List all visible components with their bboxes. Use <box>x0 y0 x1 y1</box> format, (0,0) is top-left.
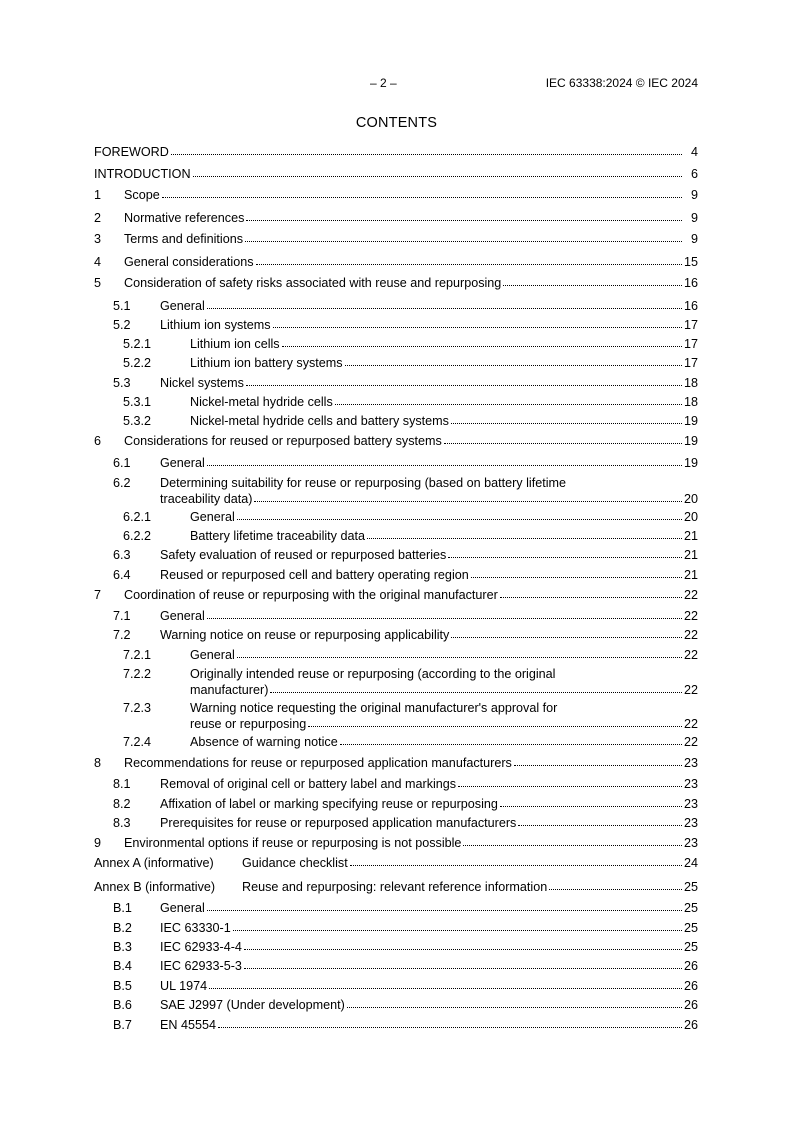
toc-entry-page: 22 <box>683 683 698 697</box>
toc-entry[interactable] <box>94 998 698 1016</box>
page-number: – 2 – <box>370 76 397 90</box>
toc-entry[interactable] <box>94 979 698 997</box>
toc-entry-label <box>190 529 698 543</box>
toc-entry-page: 21 <box>683 548 698 562</box>
toc-entry-title: Absence of warning notice <box>190 735 338 749</box>
toc-entry-label <box>242 880 698 894</box>
toc-entry-label <box>124 836 698 850</box>
dot-leader <box>282 346 682 347</box>
toc-entry-number: 8.3 <box>113 816 131 830</box>
toc-entry-number: 2 <box>94 211 102 225</box>
toc-entry-label <box>124 434 698 448</box>
toc-entry[interactable] <box>94 797 698 815</box>
toc-entry[interactable] <box>94 568 698 586</box>
toc-entry-label <box>190 356 698 370</box>
toc-entry-page: 21 <box>683 568 698 582</box>
toc-entry[interactable] <box>94 376 698 394</box>
toc-entry-page: 25 <box>683 880 698 894</box>
toc-entry-page: 17 <box>683 337 698 351</box>
toc-entry[interactable] <box>94 188 698 206</box>
toc-entry[interactable] <box>94 940 698 958</box>
dot-leader <box>518 825 682 826</box>
toc-entry-title: Battery lifetime traceability data <box>190 529 365 543</box>
toc-entry[interactable] <box>94 1018 698 1036</box>
toc-entry-number: 7.2.2 <box>123 667 152 681</box>
toc-entry-label <box>124 756 698 770</box>
toc-entry-title: Safety evaluation of reused or repurposed batteries <box>160 548 447 562</box>
toc-entry-label <box>190 395 698 409</box>
toc-entry-page: 22 <box>683 717 698 731</box>
toc-entry-label <box>124 188 698 202</box>
toc-entry-page: 22 <box>683 735 698 749</box>
toc-entry[interactable] <box>94 856 698 874</box>
toc-entry-label <box>160 376 698 390</box>
dot-leader <box>209 988 682 989</box>
toc-entry-page: 26 <box>683 1018 698 1032</box>
toc-entry-label <box>160 1018 698 1032</box>
toc-entry-title: Coordination of reuse or repurposing with the original manufacturer <box>124 588 498 602</box>
toc-entry-number: 7.1 <box>113 609 131 623</box>
toc-entry[interactable] <box>94 735 698 753</box>
dot-leader <box>256 264 682 265</box>
toc-entry-title: Removal of original cell or battery label and markings <box>160 777 457 791</box>
dot-leader <box>162 197 682 198</box>
toc-entry[interactable] <box>94 880 698 898</box>
toc-entry-label <box>190 648 698 662</box>
toc-entry[interactable] <box>94 299 698 317</box>
toc-entry-page: 23 <box>683 797 698 811</box>
toc-entry-title: traceability data) <box>160 492 253 506</box>
toc-entry[interactable] <box>94 777 698 795</box>
toc-entry-number: B.6 <box>113 998 132 1012</box>
toc-entry-page: 20 <box>683 510 698 524</box>
toc-entry-title: Prerequisites for reuse or repurposed application manufacturers <box>160 816 517 830</box>
toc-entry-page: 24 <box>683 856 698 870</box>
toc-entry-label <box>124 232 698 246</box>
toc-entry-page: 22 <box>683 588 698 602</box>
toc-entry[interactable] <box>94 337 698 355</box>
toc-entry[interactable] <box>94 167 698 185</box>
dot-leader <box>549 889 682 890</box>
toc-entry-page: 19 <box>683 414 698 428</box>
dot-leader <box>207 308 682 309</box>
toc-entry-page: 19 <box>683 456 698 470</box>
toc-entry-page: 22 <box>683 609 698 623</box>
dot-leader <box>500 597 682 598</box>
toc-entry-number: Annex B (informative) <box>94 880 216 894</box>
toc-entry-label <box>190 337 698 351</box>
toc-entry-page: 26 <box>683 998 698 1012</box>
toc-entry-number: 6.4 <box>113 568 131 582</box>
toc-entry-page: 23 <box>683 836 698 850</box>
toc-entry-number: 1 <box>94 188 102 202</box>
toc-entry-label <box>190 683 698 697</box>
toc-entry[interactable] <box>94 232 698 250</box>
dot-leader <box>514 765 682 766</box>
toc-entry-number: 6.1 <box>113 456 131 470</box>
toc-entry-page: 4 <box>690 145 698 159</box>
toc-entry-number: 5.3 <box>113 376 131 390</box>
toc-entry-number: 7.2 <box>113 628 131 642</box>
toc-entry-label <box>94 145 698 159</box>
dot-leader <box>207 910 682 911</box>
dot-leader <box>193 176 682 177</box>
toc-entry-title: General <box>160 901 205 915</box>
toc-entry-number: B.5 <box>113 979 132 993</box>
toc-entry-page: 22 <box>683 648 698 662</box>
toc-entry-title-line1: Originally intended reuse or repurposing (according to the original <box>190 667 556 681</box>
toc-entry[interactable] <box>94 276 698 294</box>
toc-entry-label <box>94 167 698 181</box>
toc-entry-label <box>160 318 698 332</box>
toc-entry-page: 16 <box>683 276 698 290</box>
toc-entry[interactable] <box>94 510 698 528</box>
dot-leader <box>347 1007 682 1008</box>
toc-entry-title: Reuse and repurposing: relevant reference information <box>242 880 548 894</box>
page-header <box>0 76 793 92</box>
dot-leader <box>444 443 682 444</box>
dot-leader <box>246 220 682 221</box>
toc-entry[interactable] <box>94 395 698 413</box>
toc-entry-page: 26 <box>683 979 698 993</box>
toc-entry[interactable] <box>94 145 698 163</box>
toc-entry-title: Scope <box>124 188 160 202</box>
toc-entry-number: B.4 <box>113 959 132 973</box>
toc-entry-title: Recommendations for reuse or repurposed application manufacturers <box>124 756 512 770</box>
toc-entry-label <box>160 492 698 506</box>
toc-entry-page: 25 <box>683 901 698 915</box>
toc-entry-label <box>160 777 698 791</box>
toc-entry-title: Lithium ion systems <box>160 318 271 332</box>
toc-entry-label <box>242 856 698 870</box>
toc-entry-number: 9 <box>94 836 102 850</box>
toc-entry-number: 7 <box>94 588 102 602</box>
dot-leader <box>471 577 682 578</box>
toc-entry-number: 7.2.3 <box>123 701 152 715</box>
toc-entry-label <box>160 628 698 642</box>
standard-identifier: IEC 63338:2024 © IEC 2024 <box>545 76 698 90</box>
toc-entry-label <box>124 255 698 269</box>
toc-entry-title: General <box>160 609 205 623</box>
toc-entry-number: 7.2.1 <box>123 648 152 662</box>
toc-entry-page: 16 <box>683 299 698 313</box>
toc-entry-title: manufacturer) <box>190 683 269 697</box>
toc-entry[interactable] <box>94 211 698 229</box>
toc-entry[interactable] <box>94 701 698 735</box>
toc-entry-number: 7.2.4 <box>123 735 152 749</box>
toc-entry-page: 23 <box>683 816 698 830</box>
toc-entry-number: 5.2.1 <box>123 337 152 351</box>
toc-entry[interactable] <box>94 529 698 547</box>
toc-entry-number: 5.1 <box>113 299 131 313</box>
toc-entry-page: 26 <box>683 959 698 973</box>
toc-entry-page: 15 <box>683 255 698 269</box>
toc-entry-title: Nickel systems <box>160 376 244 390</box>
toc-entry[interactable] <box>94 959 698 977</box>
toc-entry-page: 6 <box>690 167 698 181</box>
dot-leader <box>237 519 682 520</box>
toc-entry-label <box>190 717 698 731</box>
dot-leader <box>308 726 682 727</box>
toc-entry-title: IEC 62933-5-3 <box>160 959 242 973</box>
dot-leader <box>463 845 682 846</box>
toc-entry-label <box>160 979 698 993</box>
dot-leader <box>244 949 682 950</box>
dot-leader <box>448 557 682 558</box>
toc-entry-number: 3 <box>94 232 102 246</box>
toc-entry[interactable] <box>94 756 698 774</box>
toc-entry-page: 25 <box>683 921 698 935</box>
toc-entry-label <box>160 797 698 811</box>
toc-entry-title: Nickel-metal hydride cells <box>190 395 333 409</box>
toc-entry-page: 9 <box>690 232 698 246</box>
toc-entry-title: Lithium ion cells <box>190 337 280 351</box>
dot-leader <box>350 865 682 866</box>
dot-leader <box>451 423 682 424</box>
dot-leader <box>237 657 682 658</box>
toc-entry-title: IEC 63330-1 <box>160 921 231 935</box>
toc-entry-title: INTRODUCTION <box>94 167 191 181</box>
dot-leader <box>500 806 682 807</box>
dot-leader <box>273 327 682 328</box>
toc-entry[interactable] <box>94 628 698 646</box>
toc-entry-title: Nickel-metal hydride cells and battery systems <box>190 414 449 428</box>
toc-entry-label <box>160 901 698 915</box>
page-title: CONTENTS <box>355 115 438 131</box>
toc-entry-title: Reused or repurposed cell and battery operating region <box>160 568 469 582</box>
dot-leader <box>171 154 682 155</box>
toc-entry[interactable] <box>94 667 698 701</box>
toc-entry-page: 25 <box>683 940 698 954</box>
toc-entry[interactable] <box>94 434 698 452</box>
toc-entry[interactable] <box>94 318 698 336</box>
toc-entry-title: FOREWORD <box>94 145 169 159</box>
toc-entry[interactable] <box>94 255 698 273</box>
toc-entry-number: 6.3 <box>113 548 131 562</box>
dot-leader <box>246 385 682 386</box>
toc-entry-title: General <box>190 648 235 662</box>
toc-entry-number: 8 <box>94 756 102 770</box>
toc-entry-page: 20 <box>683 492 698 506</box>
toc-entry-title: EN 45554 <box>160 1018 217 1032</box>
toc-entry-number: 5.3.1 <box>123 395 152 409</box>
dot-leader <box>233 930 682 931</box>
toc-entry-label <box>160 609 698 623</box>
toc-entry-title: General considerations <box>124 255 254 269</box>
dot-leader <box>207 465 682 466</box>
dot-leader <box>218 1027 682 1028</box>
toc-entry-title: General <box>160 299 205 313</box>
toc-entry-title: General <box>190 510 235 524</box>
toc-entry[interactable] <box>94 921 698 939</box>
toc-entry[interactable] <box>94 816 698 834</box>
toc-entry[interactable] <box>94 456 698 474</box>
toc-entry-number: B.7 <box>113 1018 132 1032</box>
toc-entry-label <box>160 998 698 1012</box>
toc-entry-label <box>190 735 698 749</box>
dot-leader <box>245 241 682 242</box>
toc-entry-page: 9 <box>690 188 698 202</box>
toc-entry-number: 4 <box>94 255 102 269</box>
toc-entry-title: UL 1974 <box>160 979 208 993</box>
toc-entry-title: Considerations for reused or repurposed battery systems <box>124 434 442 448</box>
dot-leader <box>340 744 682 745</box>
toc-entry-title: Lithium ion battery systems <box>190 356 343 370</box>
dot-leader <box>254 501 682 502</box>
toc-entry-label <box>190 510 698 524</box>
dot-leader <box>335 404 682 405</box>
toc-entry-page: 23 <box>683 756 698 770</box>
toc-entry-title: Terms and definitions <box>124 232 244 246</box>
dot-leader <box>503 285 682 286</box>
toc-entry[interactable] <box>94 476 698 510</box>
toc-entry-number: 6.2.2 <box>123 529 152 543</box>
toc-entry-label <box>124 588 698 602</box>
toc-entry-label <box>160 568 698 582</box>
toc-entry-title: Affixation of label or marking specifying reuse or repurposing <box>160 797 498 811</box>
dot-leader <box>244 968 682 969</box>
dot-leader <box>458 786 682 787</box>
dot-leader <box>345 365 682 366</box>
toc-entry-page: 18 <box>683 376 698 390</box>
toc-entry-number: 6.2.1 <box>123 510 152 524</box>
toc-entry[interactable] <box>94 901 698 919</box>
toc-entry[interactable] <box>94 609 698 627</box>
toc-entry-label <box>190 414 698 428</box>
toc-entry-title-line1: Determining suitability for reuse or repurposing (based on battery lifetime <box>160 476 566 490</box>
toc-entry-label <box>160 299 698 313</box>
toc-entry-title: Environmental options if reuse or repurposing is not possible <box>124 836 462 850</box>
toc-entry-number: 5.3.2 <box>123 414 152 428</box>
toc-entry-number: 6 <box>94 434 102 448</box>
toc-entry-title: Normative references <box>124 211 245 225</box>
toc-entry-label <box>160 959 698 973</box>
toc-entry-title: SAE J2997 (Under development) <box>160 998 345 1012</box>
toc-entry-page: 17 <box>683 318 698 332</box>
toc-entry-number: 8.1 <box>113 777 131 791</box>
toc-entry-number: 5.2.2 <box>123 356 152 370</box>
toc-entry-number: Annex A (informative) <box>94 856 214 870</box>
toc-entry-page: 9 <box>690 211 698 225</box>
toc-entry-title: General <box>160 456 205 470</box>
toc-entry-number: B.3 <box>113 940 132 954</box>
toc-entry-title: Guidance checklist <box>242 856 348 870</box>
toc-entry-label <box>124 276 698 290</box>
toc-entry-number: 6.2 <box>113 476 131 490</box>
toc-entry-page: 18 <box>683 395 698 409</box>
toc-entry-label <box>124 211 698 225</box>
toc-entry-number: B.1 <box>113 901 132 915</box>
toc-entry[interactable] <box>94 414 698 432</box>
toc-entry-title-line1: Warning notice requesting the original manufacturer's approval for <box>190 701 558 715</box>
toc-entry-label <box>160 456 698 470</box>
toc-entry[interactable] <box>94 588 698 606</box>
toc-entry-number: 8.2 <box>113 797 131 811</box>
toc-entry-label <box>160 548 698 562</box>
toc-entry-title: Consideration of safety risks associated with reuse and repurposing <box>124 276 502 290</box>
toc-entry[interactable] <box>94 648 698 666</box>
toc-entry[interactable] <box>94 836 698 854</box>
toc-entry-label <box>160 816 698 830</box>
toc-entry-page: 22 <box>683 628 698 642</box>
toc-entry-label <box>160 921 698 935</box>
toc-entry-page: 23 <box>683 777 698 791</box>
dot-leader <box>270 692 682 693</box>
dot-leader <box>367 538 682 539</box>
toc-entry-page: 17 <box>683 356 698 370</box>
toc-entry-page: 21 <box>683 529 698 543</box>
toc-entry-number: 5 <box>94 276 102 290</box>
dot-leader <box>451 637 682 638</box>
toc-entry-number: B.2 <box>113 921 132 935</box>
toc-entry-number: 5.2 <box>113 318 131 332</box>
dot-leader <box>207 618 682 619</box>
toc-entry[interactable] <box>94 356 698 374</box>
toc-entry-page: 19 <box>683 434 698 448</box>
toc-entry-label <box>160 940 698 954</box>
toc-entry-title: reuse or repurposing <box>190 717 307 731</box>
toc-entry-title: IEC 62933-4-4 <box>160 940 242 954</box>
toc-entry[interactable] <box>94 548 698 566</box>
toc-entry-title: Warning notice on reuse or repurposing applicability <box>160 628 450 642</box>
